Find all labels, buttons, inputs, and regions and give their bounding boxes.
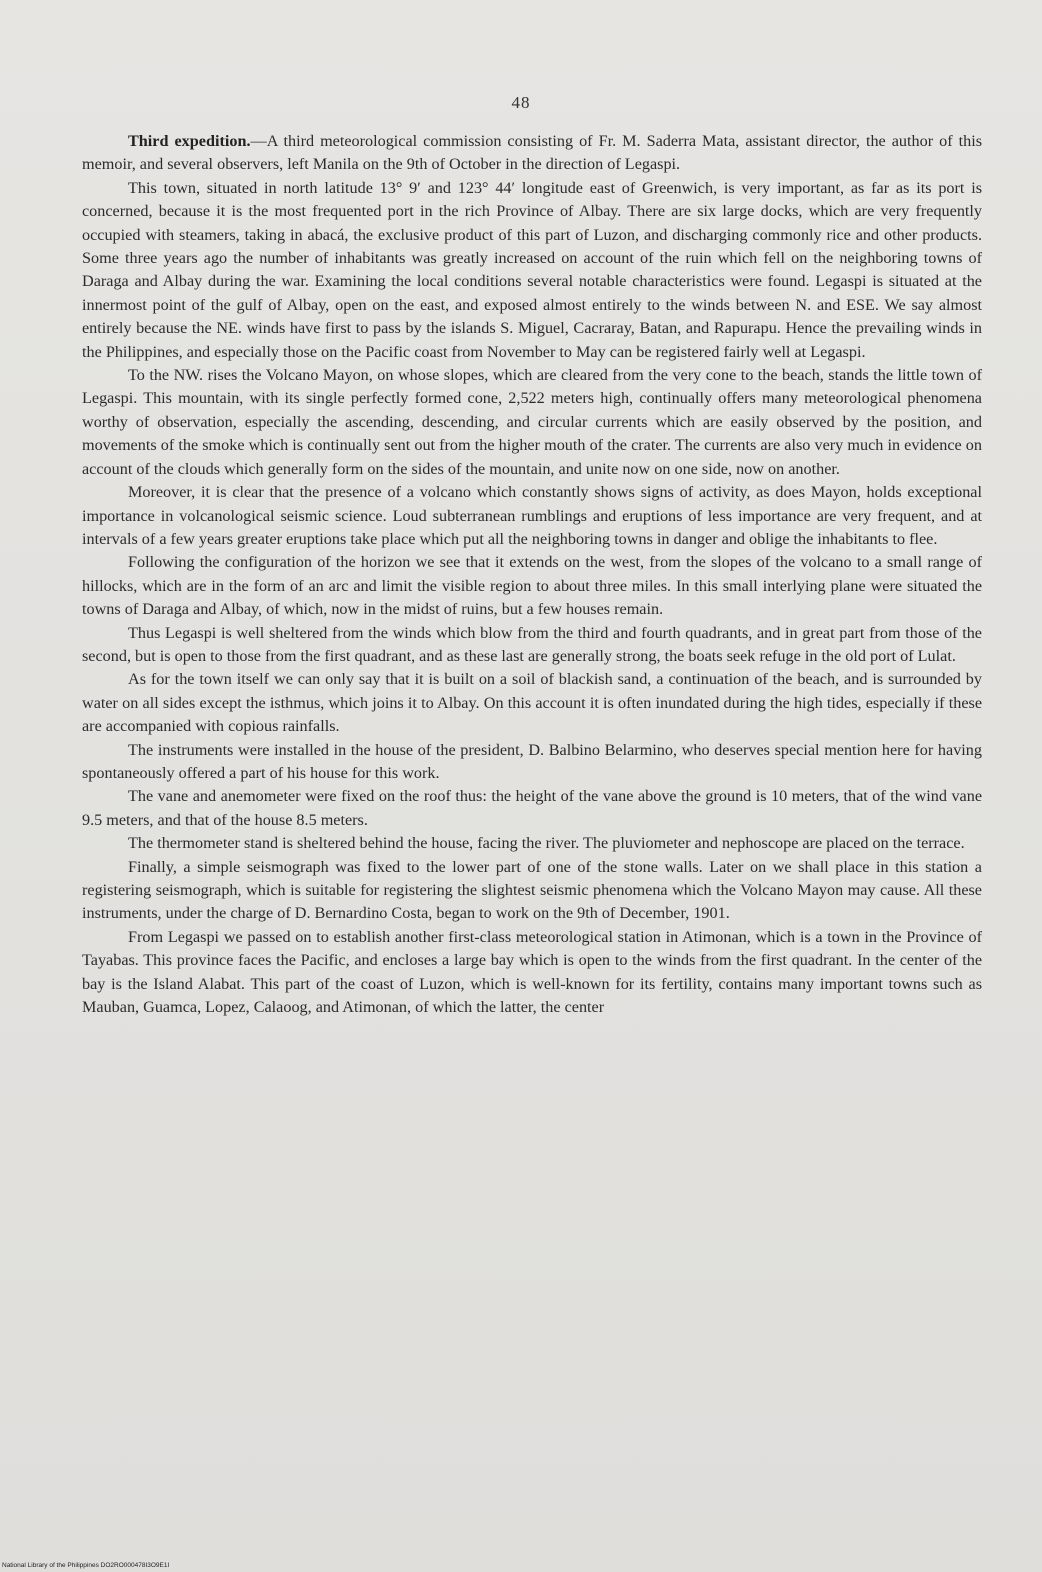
page-number: 48	[511, 93, 531, 112]
paragraph-atimonan: From Legaspi we passed on to establish another first-class meteorological station in Atimonan, which is a town in the Province of Tayabas. This province faces the Pacific, and encloses a large bay which is open to the winds from the first quadrant. In the center of the bay is the Island Alabat. This part of the coast of Luzon, which is well-known for its fertility, contains many important towns such as Mauban, Guamca, Lopez, Calaoog, and Atimonan, of which the latter, the center	[82, 927, 982, 1017]
paragraph-vane-anemometer: The vane and anemometer were fixed on the roof thus: the height of the vane above the ground is 10 meters, that of the wind vane 9.5 meters, and that of the house 8.5 meters.	[82, 787, 982, 829]
paragraph-shelter: Thus Legaspi is well sheltered from the winds which blow from the third and fourth quadrants, and in great part from those of the second, but is open to those from the first quadrant, and as these last are generally strong, the boats seek refuge in the old port of Lulat.	[82, 623, 982, 665]
paragraph-volcano-activity: Moreover, it is clear that the presence of a volcano which constantly shows signs of activity, as does Mayon, holds exceptional importance in volcanological seismic science. Loud subterranean rumblings and eruptions of less importance are very frequent, and at intervals of a few years greater eruptions take place which put all the neighboring towns in danger and oblige the inhabitants to flee.	[82, 483, 982, 548]
paragraph-text: —A third meteorological commission consisting of Fr. M. Saderra Mata, assistant director, the author of this memoir, and several observers, left Manila on the 9th of October in the direction of Legaspi.	[82, 132, 982, 174]
paragraph-third-expedition	[82, 130, 982, 177]
body-text	[82, 130, 982, 1019]
paragraph-instruments: The instruments were installed in the house of the president, D. Balbino Belarmino, who deserves special mention here for having spontaneously offered a part of his house for this work.	[82, 740, 982, 782]
paragraph-volcano-mayon: To the NW. rises the Volcano Mayon, on whose slopes, which are cleared from the very cone to the beach, stands the little town of Legaspi. This mountain, with its single perfectly formed cone, 2,522 meters high, continually offers many meteorological phenomena worthy of observation, especially the ascending, descending, and circular currents which are easily observed by the position, and movements of the smoke which is continually sent out from the higher mouth of the crater. The currents are also very much in evidence on account of the clouds which generally form on the sides of the mountain, and unite now on one side, now on another.	[82, 366, 982, 478]
section-heading: Third expedition.	[128, 132, 251, 150]
paragraph-thermometer: The thermometer stand is sheltered behind the house, facing the river. The pluviometer and nephoscope are placed on the terrace.	[128, 834, 965, 853]
archive-footer: National Library of the Philippines DO2RO000478I3O9E1I	[2, 1562, 170, 1569]
paragraph-legaspi-town: This town, situated in north latitude 13° 9′ and 123° 44′ longitude east of Greenwich, is very important, as far as its port is concerned, because it is the most frequented port in the rich Province of Albay. There are six large docks, which are very frequently occupied with steamers, taking in abacá, the exclusive product of this part of Luzon, and discharging commonly rice and other products. Some three years ago the number of inhabitants was greatly increased on account of the ruin which fell on the neighboring towns of Daraga and Albay during the war. Examining the local conditions several notable characteristics were found. Legaspi is situated at the innermost point of the gulf of Albay, open on the east, and exposed almost entirely to the winds between N. and ESE. We say almost entirely because the NE. winds have first to pass by the islands S. Miguel, Cacraray, Batan, and Rapurapu. Hence the prevailing winds in the Philippines, and especially those on the Pacific coast from November to May can be registered fairly well at Legaspi.	[82, 178, 982, 361]
paragraph-town-soil: As for the town itself we can only say that it is built on a soil of blackish sand, a continuation of the beach, and is surrounded by water on all sides except the isthmus, which joins it to Albay. On this account it is often inundated during the high tides, especially if these are accompanied with copious rainfalls.	[82, 670, 982, 736]
paragraph-seismograph: Finally, a simple seismograph was fixed to the lower part of one of the stone walls. Later on we shall place in this station a registering seismograph, which is suitable for registering the slightest seismic phenomena which the Volcano Mayon may cause. All these instruments, under the charge of D. Bernardino Costa, began to work on the 9th of December, 1901.	[82, 857, 982, 923]
paragraph-horizon: Following the configuration of the horizon we see that it extends on the west, from the slopes of the volcano to a small range of hillocks, which are in the form of an arc and limit the visible region to about three miles. In this small interlying plane were situated the towns of Daraga and Albay, of which, now in the midst of ruins, but a few houses remain.	[82, 553, 982, 619]
